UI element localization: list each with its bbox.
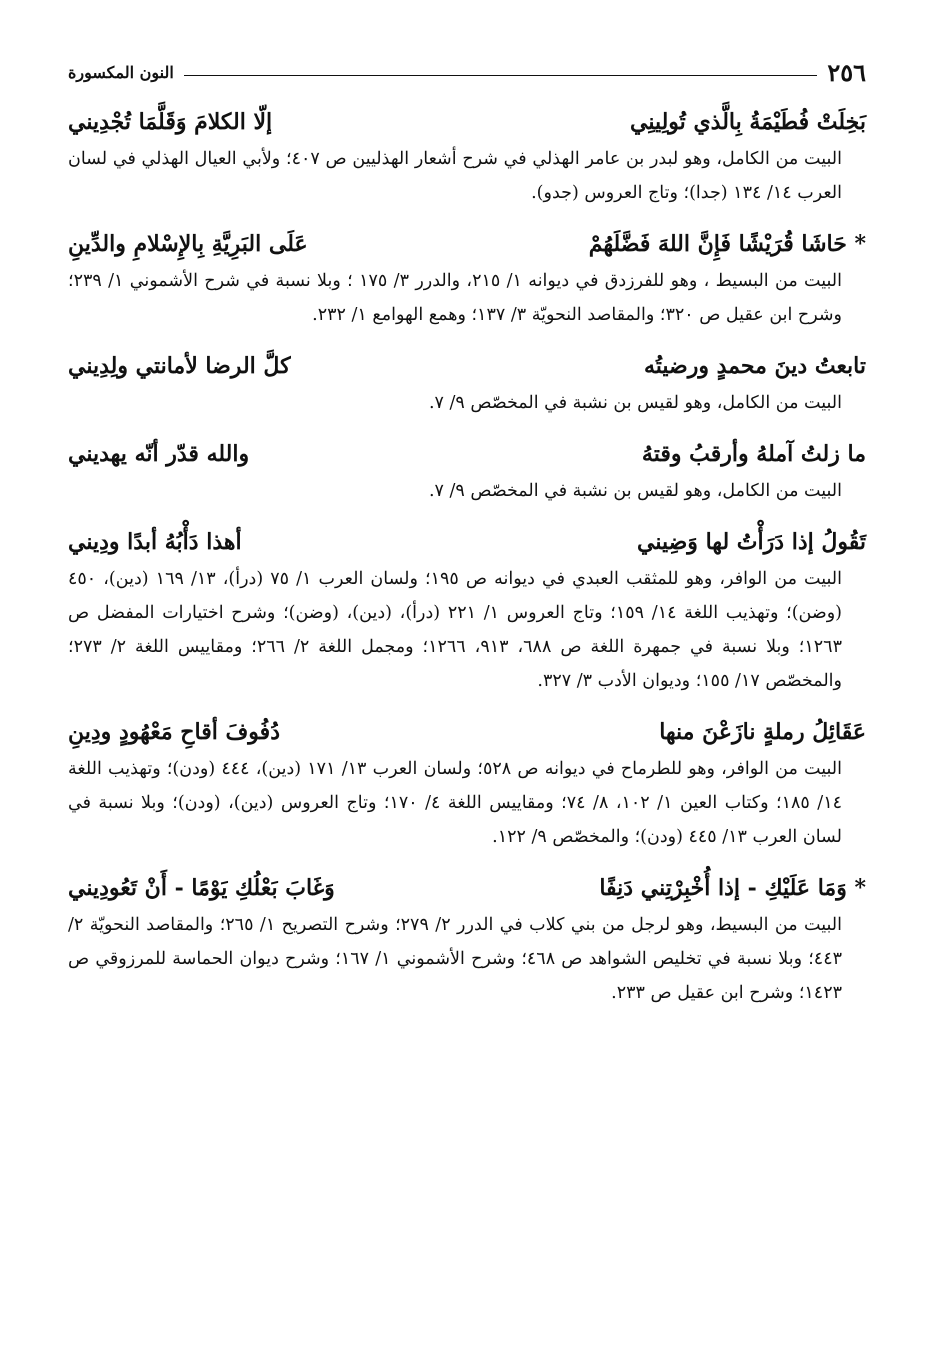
verse-first-hemistich: عَقَائِلُ رملةٍ نازَعْنَ منها	[659, 719, 866, 745]
verse-entry	[68, 346, 866, 420]
verse-line	[68, 522, 866, 562]
verse-second-hemistich: أهذا دَأْبُهُ أبدًا ودِيني	[68, 529, 242, 555]
header-rule	[184, 75, 818, 76]
verse-line	[68, 224, 866, 264]
page-number: ٢٥٦	[827, 57, 866, 87]
verse-note: البيت من الوافر، وهو للمثقب العبدي في ديوانه ص ١٩٥؛ ولسان العرب ١/ ٧٥ (درأ)، ١٣/ ١٦٩ (دين)، ٤٥٠ (وضن)؛ وتهذيب اللغة ١٤/ ١٥٩؛ وتاج العروس ١/ ٢٢١ (درأ)، (دين)، (وضن)؛ وشرح اختيارات المفضل ص ١٢٦٣؛ وبلا نسبة في جمهرة اللغة ص ٦٨٨، ٩١٣، ١٢٦٦؛ ومجمل اللغة ٢/ ٢٦٦؛ ومقاييس اللغة ٢/ ٢٧٣؛ والمخصّص ١٧/ ١٥٥؛ وديوان الأدب ٣/ ٣٢٧.	[68, 569, 842, 691]
verse-second-hemistich: إلّا الكلامَ وَقَلَّمَا تُجْدِيني	[68, 109, 273, 135]
verse-first-hemistich: * وَمَا عَلَيْكِ - إذا أُخْبِرْتِني دَنِفًا	[599, 875, 866, 901]
verse-first-hemistich: تَقُولُ إذا دَرَأْتُ لها وَضِيني	[637, 529, 866, 555]
verse-first-hemistich: ما زلتُ آملهُ وأرقبُ وقتهُ	[641, 441, 866, 467]
verse-second-hemistich: وَغَابَ بَعْلُكِ يَوْمًا - أَنْ تَعُودِيني	[68, 875, 335, 901]
verse-second-hemistich: عَلَى البَرِيَّةِ بِالإِسْلامِ والدِّينِ	[68, 231, 308, 257]
verse-second-hemistich: كلَّ الرضا لأمانتي ولِدِيني	[68, 353, 291, 379]
verse-first-hemistich: بَخِلَتْ فُطَيْمَةُ بِالَّذي تُولِينِي	[629, 109, 866, 135]
verse-entry	[68, 434, 866, 508]
verse-second-hemistich: والله قدّر أنّه يهديني	[68, 441, 250, 467]
verse-entry	[68, 868, 866, 1010]
verse-line	[68, 434, 866, 474]
verse-note: البيت من الكامل، وهو لبدر بن عامر الهذلي في شرح أشعار الهذليين ص ٤٠٧؛ ولأبي العيال الهذلي في لسان العرب ١٤/ ١٣٤ (جدا)؛ وتاج العروس (جدو).	[68, 149, 842, 203]
verse-note: البيت من الوافر، وهو للطرماح في ديوانه ص ٥٢٨؛ ولسان العرب ١٣/ ١٧١ (دين)، ٤٤٤ (ودن)؛ وتهذيب اللغة ١٤/ ١٨٥؛ وكتاب العين ١/ ١٠٢، ٨/ ٧٤؛ ومقاييس اللغة ٤/ ١٧٠؛ وتاج العروس (دين)، (ودن)؛ وبلا نسبة في لسان العرب ١٣/ ٤٤٥ (ودن)؛ والمخصّص ٩/ ١٢٢.	[68, 759, 843, 847]
verse-line	[68, 346, 866, 386]
running-title: النون المكسورة	[68, 62, 174, 82]
book-page	[68, 52, 866, 1024]
verse-line	[68, 868, 866, 908]
verse-line	[68, 712, 866, 752]
verse-entry	[68, 712, 866, 854]
verse-note: البيت من الكامل، وهو لقيس بن نشبة في المخصّص ٩/ ٧.	[428, 481, 842, 501]
verse-entry	[68, 522, 866, 698]
verse-note: البيت من الكامل، وهو لقيس بن نشبة في المخصّص ٩/ ٧.	[428, 393, 842, 413]
verse-first-hemistich: تابعتُ دينَ محمدٍ ورضيتُه	[643, 353, 866, 379]
verse-note: البيت من البسيط ، وهو للفرزدق في ديوانه ١/ ٢١٥، والدرر ٣/ ١٧٥ ؛ وبلا نسبة في شرح الأشموني ١/ ٢٣٩؛ وشرح ابن عقيل ص ٣٢٠؛ والمقاصد النحويّة ٣/ ١٣٧؛ وهمع الهوامع ١/ ٢٣٢.	[68, 271, 843, 325]
verse-entry	[68, 102, 866, 210]
verse-entry	[68, 224, 866, 332]
verse-second-hemistich: دُفُوفَ أقاحِ مَعْهُودٍ ودِينِ	[68, 719, 280, 745]
verse-line	[68, 102, 866, 142]
verse-note: البيت من البسيط، وهو لرجل من بني كلاب في الدرر ٢/ ٢٧٩؛ وشرح التصريح ١/ ٢٦٥؛ والمقاصد النحويّة ٢/ ٤٤٣؛ وبلا نسبة في تخليص الشواهد ص ٤٦٨؛ وشرح الأشموني ١/ ١٦٧؛ وشرح ديوان الحماسة للمرزوقي ص ١٤٢٣؛ وشرح ابن عقيل ص ٢٣٣.	[68, 915, 842, 1003]
verse-first-hemistich: * حَاشَا قُرَيْشًا فَإِنَّ اللهَ فَضَّلَهُمْ	[588, 231, 866, 257]
page-header	[68, 52, 866, 92]
